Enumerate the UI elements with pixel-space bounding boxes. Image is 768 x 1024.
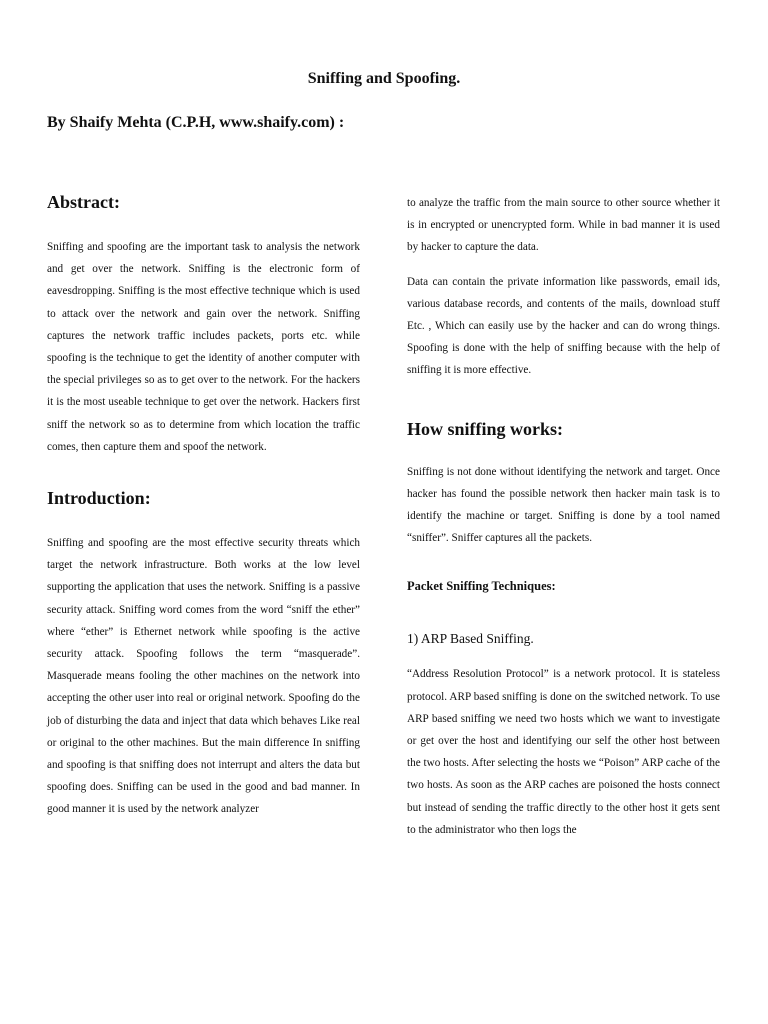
- document-title: Sniffing and Spoofing.: [307, 70, 461, 87]
- abstract-paragraph: Sniffing and spoofing are the important task to analysis the network and get over the network. Sniffing is the electronic form of eavesdropping. Sniffing is the most effective technique which is used to attack over the network and gain over the network. Sniffing captures the network traffic includes packets, ports etc. while spoofing is the technique to get the identity of another computer with the special privileges so as to get over to the network. For the hackers it is the most useable technique to get over the network. Hackers first sniff the network so as to determine from which location the traffic comes, then capture them and spoof the network.: [47, 241, 360, 453]
- how-sniffing-works-heading: How sniffing works:: [407, 418, 564, 439]
- how-sniffing-works-paragraph: Sniffing is not done without identifying the network and target. Once hacker has found the possible network then hacker main task is to identify the machine or target. Sniffing is done by a tool named “sniffer”. Sniffer captures all the packets.: [407, 465, 720, 545]
- data-paragraph: Data can contain the private information like passwords, email ids, various database records, and contents of the mails, download stuff Etc. , Which can easily use by the hacker and can do wrong things. Spoofing is done with the help of sniffing because with the help of sniffing it is more effective.: [407, 275, 720, 377]
- arp-sniffing-paragraph: “Address Resolution Protocol” is a network protocol. It is stateless protocol. ARP based sniffing is done on the switched network. To use ARP based sniffing we need two hosts which we want to investigate or get over the host and identifying our self the other host between the two hosts. After selecting the hosts we “Poison” ARP cache of the two hosts. As soon as the ARP caches are poisoned the hosts connect but instead of sending the traffic directly to the other host it gets sent to the administrator who then logs the: [407, 668, 720, 836]
- arp-sniffing-heading: 1) ARP Based Sniffing.: [407, 631, 534, 647]
- introduction-paragraph: Sniffing and spoofing are the most effective security threats which target the network infrastructure. Both works at the low level supporting the application that uses the network. Sniffing is a passive security attack. Sniffing word comes from the word “sniff the ether” where “ether” is Ethernet network while spoofing is the active security attack. Spoofing follows the term “masquerade”. Masquerade means fooling the other machines on the network into accepting the other user into real or original network. Spoofing do the job of disturbing the data and inject that data which behaves Like real or original to the other machines. But the main difference In sniffing and spoofing is that sniffing does not interrupt and alters the data but spoofing does. Sniffing can be used in the good and bad manner. In good manner it is used by the network analyzer: [47, 537, 360, 816]
- author-byline: By Shaify Mehta (C.P.H, www.shaify.com) :: [47, 114, 345, 131]
- packet-sniffing-techniques-heading: Packet Sniffing Techniques:: [407, 579, 556, 594]
- right-column: [407, 192, 720, 841]
- continued-paragraph: to analyze the traffic from the main source to other source whether it is in encrypted or unencrypted form. While in bad manner it is used by hacker to capture the data.: [407, 197, 720, 254]
- introduction-heading: Introduction:: [47, 488, 151, 509]
- left-column: [47, 192, 360, 821]
- abstract-heading: Abstract:: [47, 192, 120, 212]
